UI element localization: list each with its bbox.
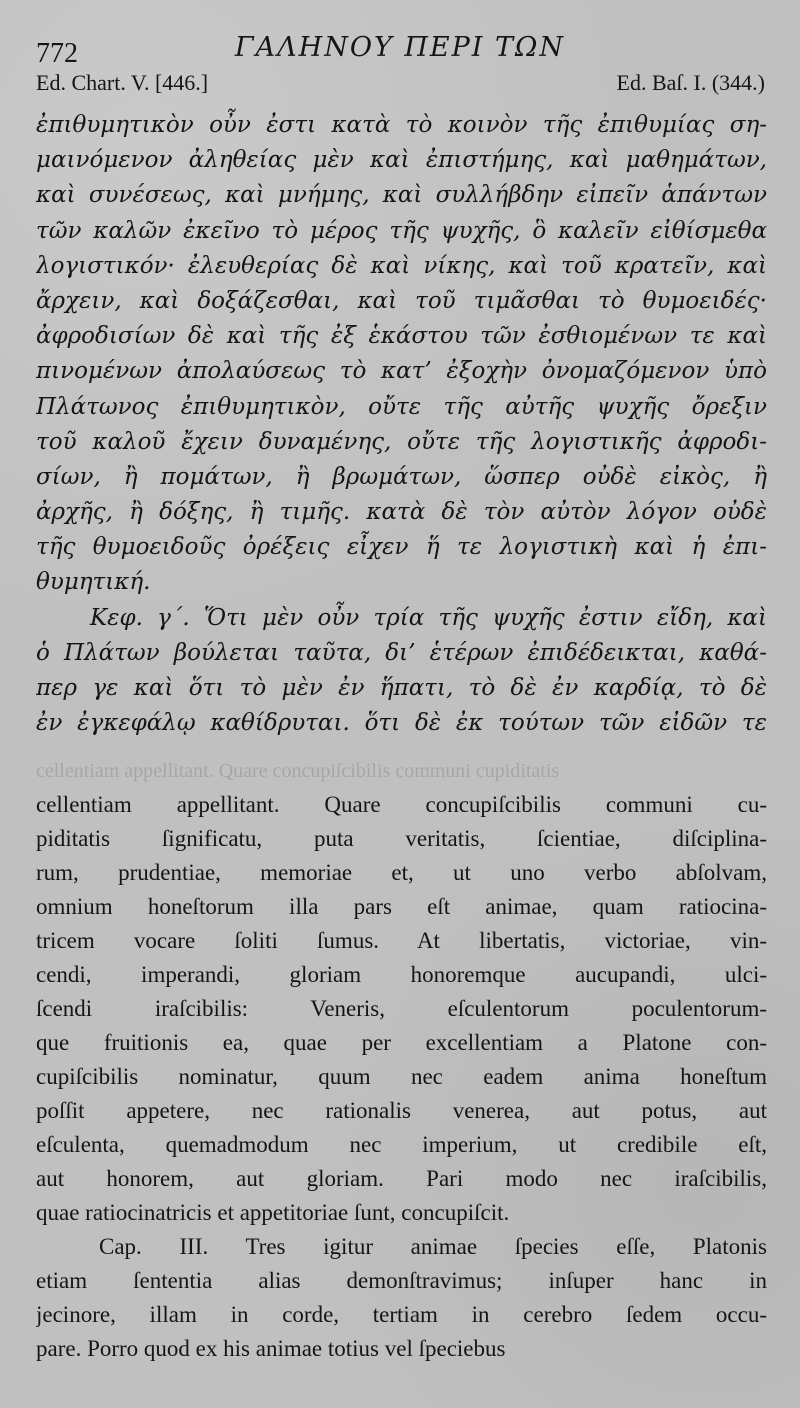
bleed-through-text: cellentiam appellitant. Quare concupiſcibilis communi cupiditatis <box>36 760 560 782</box>
latin-line: jecinore, illam in corde, tertiam in cerebro ſedem occu- <box>36 1302 767 1327</box>
latin-text-block <box>36 788 767 1366</box>
latin-line: etiam ſententia alias demonſtravimus; inſuper hanc in <box>36 1268 767 1293</box>
greek-chapter-line: Κεφ. γ΄. Ὅτι μὲν οὖν τρία τῆς ψυχῆς ἐστιν εἴδη, καὶ <box>90 604 767 631</box>
latin-line: quae ratiocinatricis et appetitoriae ſunt, concupiſcit. <box>36 1200 510 1225</box>
greek-line: τῆς θυμοειδοῦς ὀρέξεις εἶχεν ἥ τε λογιστικὴ καὶ ἡ ἐπι- <box>36 534 767 561</box>
latin-line: piditatis ſignificatu, puta veritatis, ſcientiae, diſciplina- <box>36 826 767 851</box>
latin-line: pare. Porro quod ex his animae totius vel ſpeciebus <box>36 1336 506 1361</box>
latin-line: eſculenta, quemadmodum nec imperium, ut credibile eſt, <box>36 1132 767 1157</box>
greek-line: ἀρχῆς, ἢ δόξης, ἢ τιμῆς. κατὰ δὲ τὸν αὐτὸν λόγον οὐδὲ <box>36 499 767 526</box>
greek-line: Πλάτωνος ἐπιθυμητικὸν, οὔτε τῆς αὐτῆς ψυχῆς ὄρεξιν <box>36 393 767 420</box>
latin-line: que fruitionis ea, quae per excellentiam a Platone con- <box>36 1030 767 1055</box>
greek-text-block <box>36 108 767 741</box>
latin-line: cellentiam appellitant. Quare concupiſcibilis communi cu- <box>36 792 767 817</box>
latin-line: aut honorem, aut gloriam. Pari modo nec iraſcibilis, <box>36 1166 767 1191</box>
greek-line: λογιστικόν· ἐλευθερίας δὲ καὶ νίκης, καὶ τοῦ κρατεῖν, καὶ <box>36 252 767 279</box>
greek-line: τοῦ καλοῦ ἔχειν δυναμένης, οὔτε τῆς λογιστικῆς ἀφροδι- <box>36 428 767 455</box>
greek-line: καὶ συνέσεως, καὶ μνήμης, καὶ συλλήβδην εἰπεῖν ἁπάντων <box>36 182 767 209</box>
latin-line: tricem vocare ſoliti ſumus. At libertatis, victoriae, vin- <box>36 928 767 953</box>
greek-line: ἐπιθυμητικὸν οὖν ἐστι κατὰ τὸ κοινὸν τῆς ἐπιθυμίας ση- <box>36 112 767 138</box>
latin-line: poſſit appetere, nec rationalis venerea, aut potus, aut <box>36 1098 767 1123</box>
latin-line: cendi, imperandi, gloriam honoremque aucupandi, ulci- <box>36 962 767 987</box>
greek-line: ἐν ἐγκεφάλῳ καθίδρυται. ὅτι δὲ ἐκ τούτων τῶν εἰδῶν τε <box>36 710 767 737</box>
edition-reference-right: Ed. Baſ. I. (344.) <box>616 70 765 95</box>
greek-line: σίων, ἢ πομάτων, ἢ βρωμάτων, ὥσπερ οὐδὲ εἰκὸς, ἢ <box>36 463 767 490</box>
latin-chapter-line: Cap. III. Tres igitur animae ſpecies eſſe, Platonis <box>99 1234 767 1259</box>
greek-line: μαινόμενον ἀληθείας μὲν καὶ ἐπιστήμης, καὶ μαθημάτων, <box>36 147 767 174</box>
greek-line: περ γε καὶ ὅτι τὸ μὲν ἐν ἥπατι, τὸ δὲ ἐν καρδίᾳ, τὸ δὲ <box>36 675 767 701</box>
greek-line: θυμητική. <box>36 569 151 596</box>
latin-line: omnium honeſtorum illa pars eſt animae, quam ratiocina- <box>36 894 767 919</box>
greek-line: ὁ Πλάτων βούλεται ταῦτα, δι’ ἑτέρων ἐπιδέδεικται, καθά- <box>36 639 767 666</box>
edition-reference-left: Ed. Chart. V. [446.] <box>36 70 209 95</box>
greek-line: πινομένων ἀπολαύσεως τὸ κατ’ ἐξοχὴν ὀνομαζόμενον ὑπὸ <box>36 358 767 385</box>
latin-line: ſcendi iraſcibilis: Veneris, eſculentorum poculentorum- <box>36 996 767 1021</box>
latin-line: rum, prudentiae, memoriae et, ut uno verbo abſolvam, <box>36 860 767 885</box>
greek-line: ἀφροδισίων δὲ καὶ τῆς ἐξ ἑκάστου τῶν ἐσθιομένων τε καὶ <box>36 323 767 350</box>
latin-line: cupiſcibilis nominatur, quum nec eadem anima honeſtum <box>36 1064 767 1089</box>
greek-line: τῶν καλῶν ἐκεῖνο τὸ μέρος τῆς ψυχῆς, ὃ καλεῖν εἰθίσμεθα <box>36 217 767 244</box>
running-title: ΓΑΛΗΝΟΥ ΠΕΡΙ ΤΩΝ <box>234 32 566 63</box>
page-number: 772 <box>36 38 78 69</box>
greek-line: ἄρχειν, καὶ δοξάζεσθαι, καὶ τοῦ τιμᾶσθαι τὸ θυμοειδές· <box>36 287 767 314</box>
